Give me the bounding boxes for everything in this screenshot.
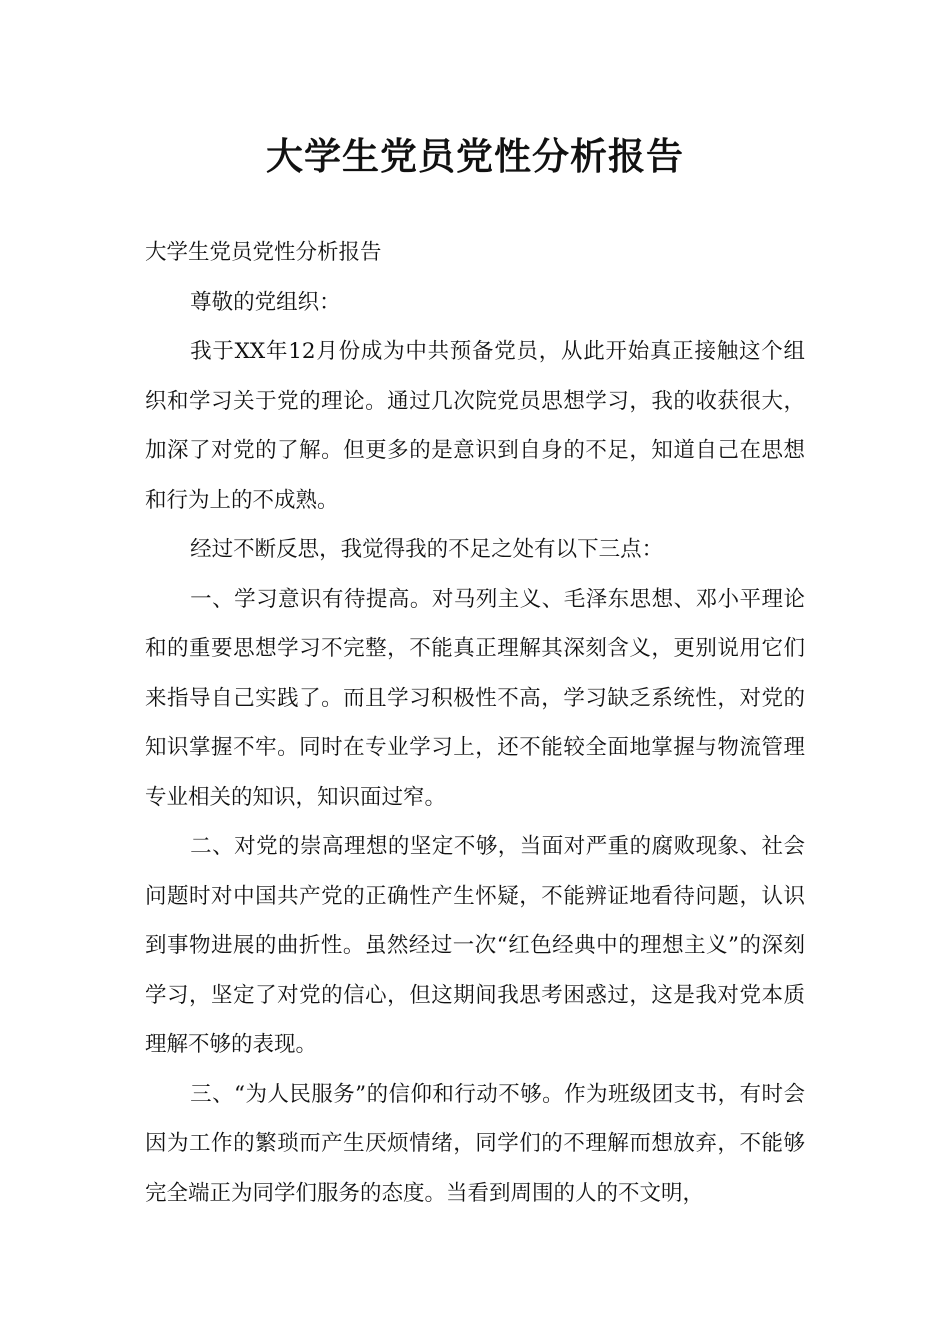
paragraph-intro: 我于XX年12月份成为中共预备党员，从此开始真正接触这个组织和学习关于党的理论。通过几次院党员思想学习，我的收获很大，加深了对党的了解。但更多的是意识到自身的不足，知道自己在思想和行为上的不成熟。 bbox=[145, 339, 805, 513]
paragraph-point-three: 三、“为人民服务”的信仰和行动不够。作为班级团支书，有时会因为工作的繁琐而产生厌烦情绪，同学们的不理解而想放弃，不能够完全端正为同学们服务的态度。当看到周围的人的不文明， bbox=[145, 1081, 805, 1206]
paragraph-reflection: 经过不断反思，我觉得我的不足之处有以下三点： bbox=[190, 537, 664, 562]
paragraph-heading: 大学生党员党性分析报告 bbox=[145, 240, 382, 265]
paragraph-point-one: 一、学习意识有待提高。对马列主义、毛泽东思想、邓小平理论和的重要思想学习不完整，不能真正理解其深刻含义，更别说用它们来指导自己实践了。而且学习积极性不高，学习缺乏系统性，对党的知识掌握不牢。同时在专业学习上，还不能较全面地掌握与物流管理专业相关的知识，知识面过窄。 bbox=[145, 586, 805, 810]
paragraph-point-two: 二、对党的崇高理想的坚定不够，当面对严重的腐败现象、社会问题时对中国共产党的正确性产生怀疑，不能辨证地看待问题，认识到事物进展的曲折性。虽然经过一次“红色经典中的理想主义”的深刻学习，坚定了对党的信心，但这期间我思考困惑过，这是我对党本质理解不够的表现。 bbox=[145, 834, 805, 1057]
document-body bbox=[145, 228, 805, 1218]
paragraph-salutation: 尊敬的党组织： bbox=[190, 289, 341, 315]
document-title: 大学生党员党性分析报告 bbox=[266, 135, 684, 178]
